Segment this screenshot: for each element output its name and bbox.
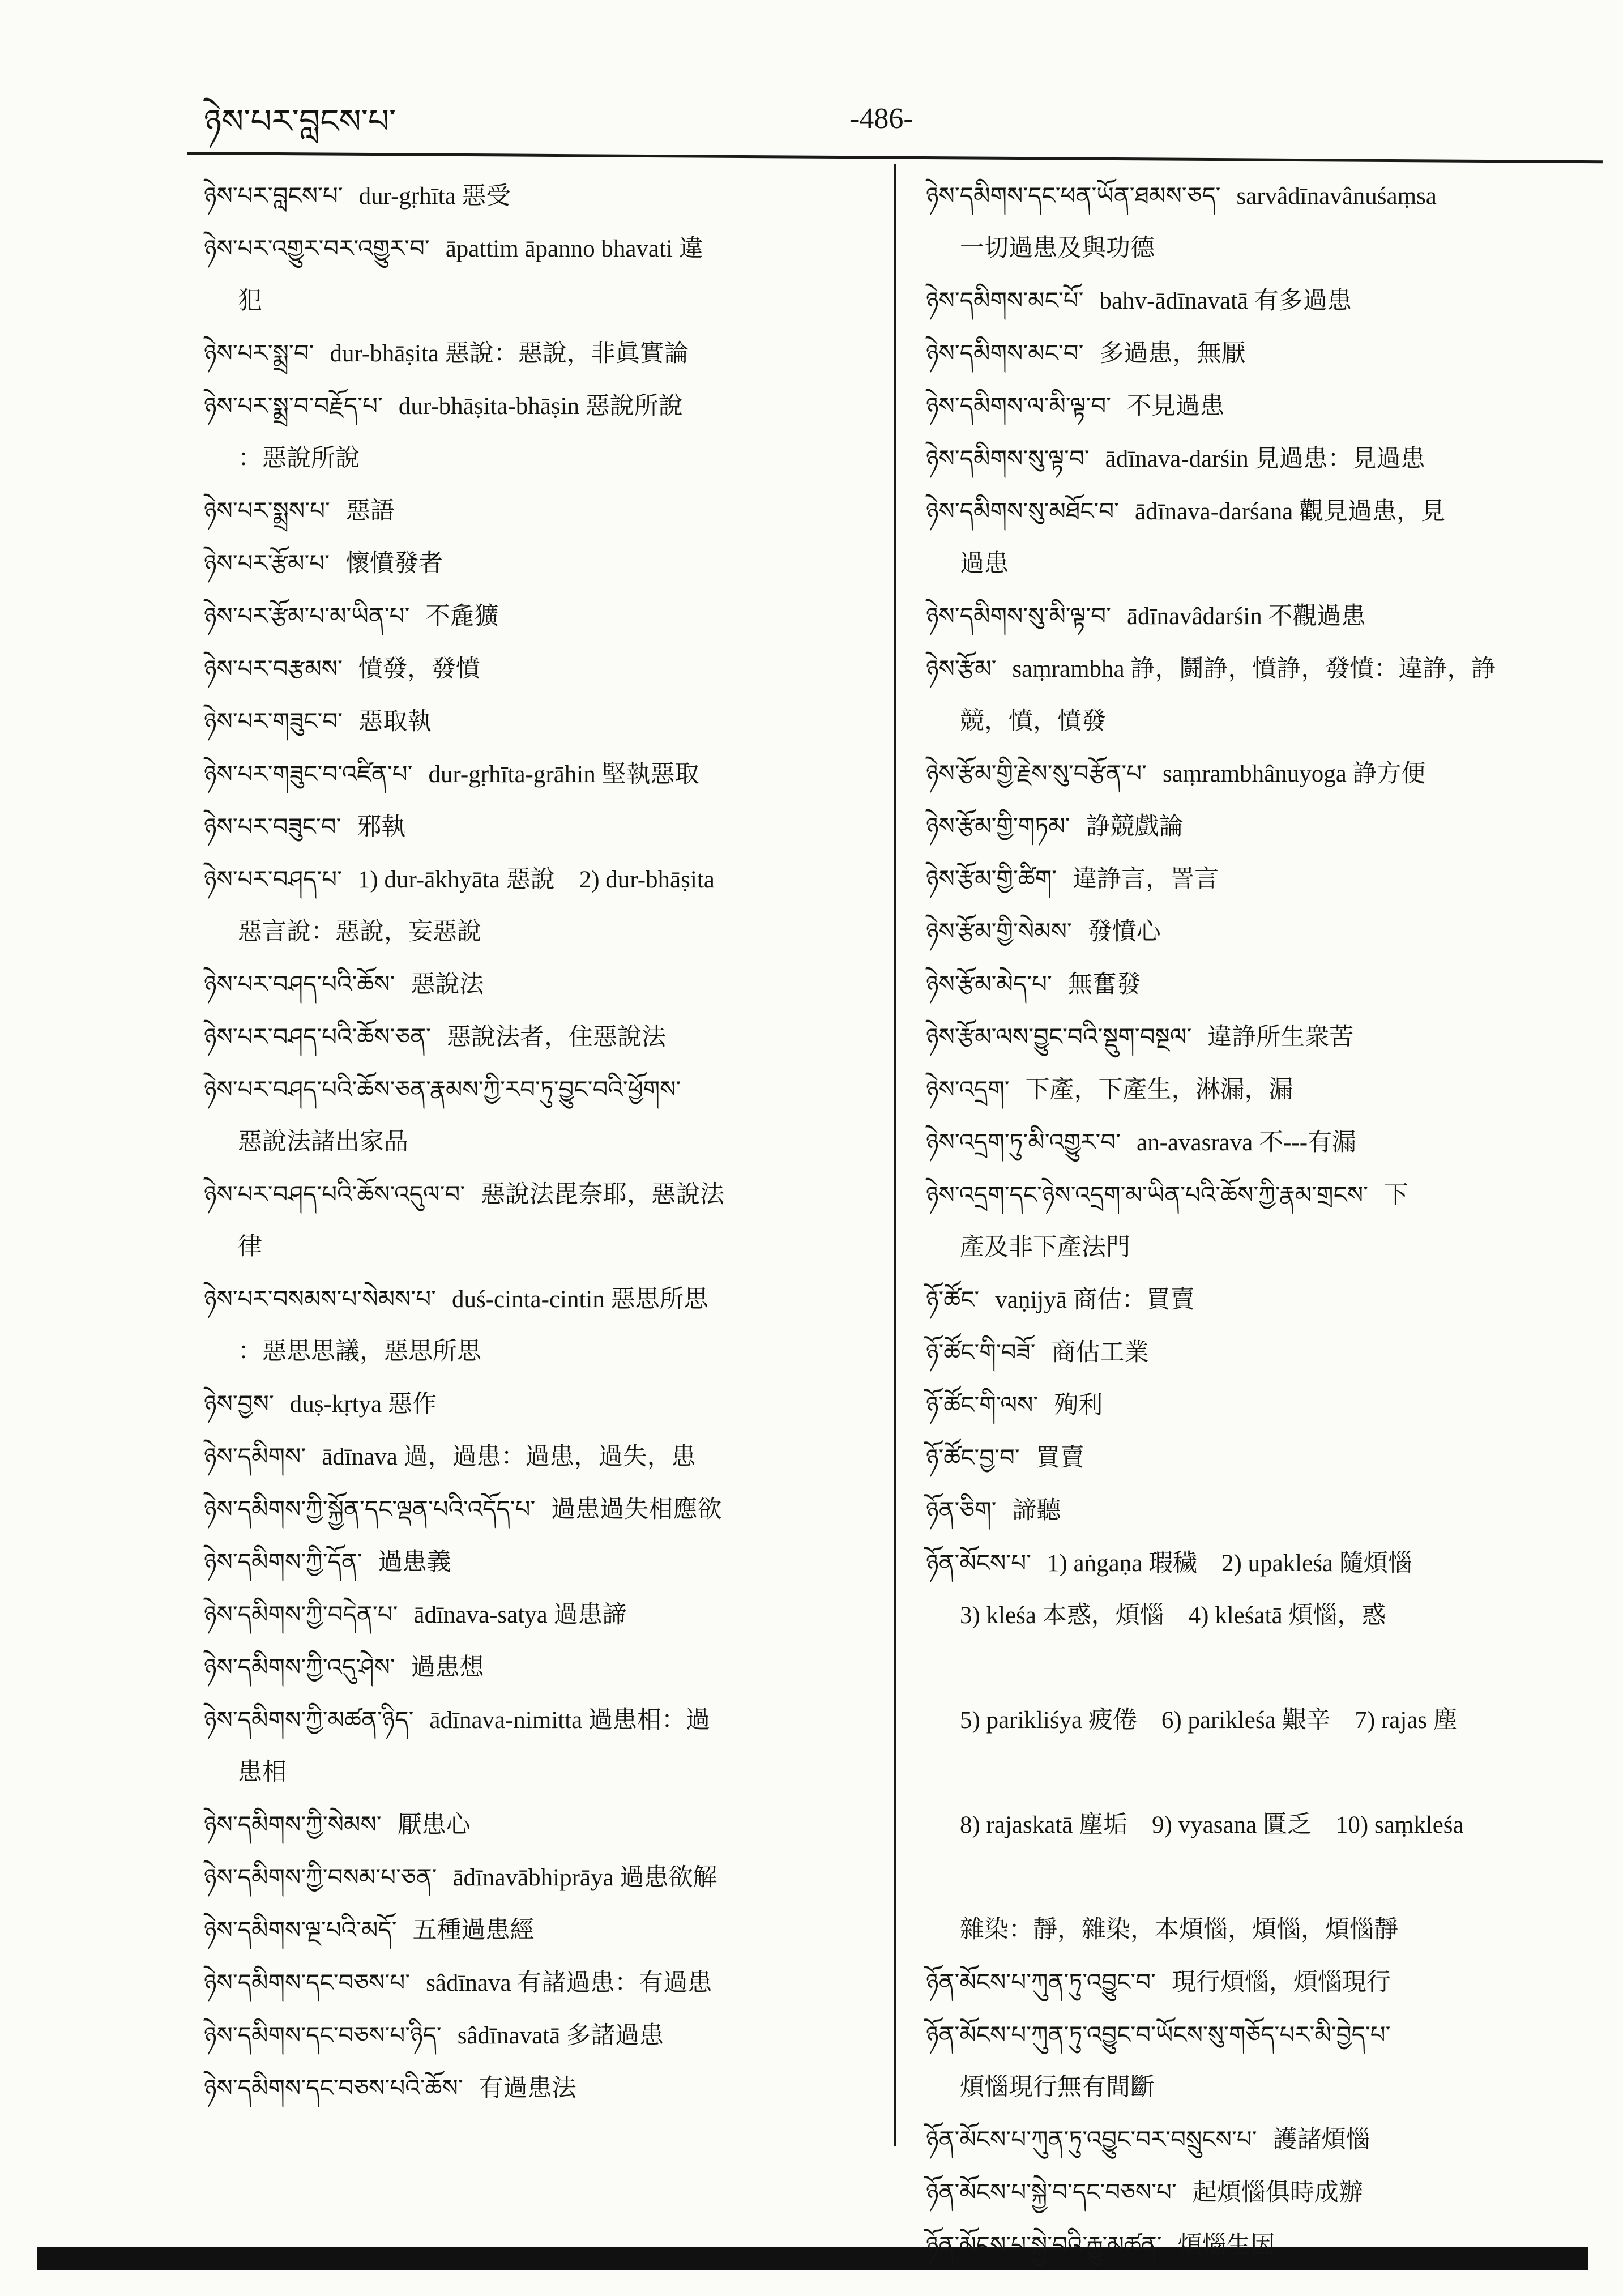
dictionary-entry	[926, 2114, 1597, 2166]
entry-term: ཉེས་པར་སྨྲ་བ་བརྗོད་པ་	[204, 392, 383, 420]
entry-term: ཉེས་དམིགས་སུ་ལྟ་བ་	[926, 445, 1090, 472]
dictionary-entry	[926, 2219, 1597, 2272]
dictionary-entry	[926, 380, 1597, 433]
entry-gloss: 違諍言，詈言	[1073, 866, 1219, 893]
entry-gloss-continued: 3) kleśa 本惑，煩惱 4) kleśatā 煩惱，惑	[960, 1602, 1386, 1629]
dictionary-entry	[926, 1432, 1597, 1484]
entry-gloss: ādīnava-nimitta 過患相：過	[429, 1707, 710, 1734]
entry-term: ཉེས་འདྲག་དང་ཉེས་འདྲག་མ་ཡིན་པའི་ཆོས་ཀྱི་རྣམ་གྲངས་	[926, 1181, 1368, 1209]
entry-gloss: ādīnava 過，過患：過患，過失，患	[322, 1444, 696, 1470]
entry-gloss: 過患想	[411, 1654, 484, 1681]
entry-gloss-continued: 5) parikliśya 疲倦 6) parikleśa 艱辛 7) rajas 塵	[960, 1707, 1458, 1734]
entry-term: ཉོན་མོངས་པ་སྐྱེ་བ་དང་བཅས་པ་	[926, 2178, 1177, 2206]
entry-gloss-continued: 犯	[238, 288, 262, 314]
dictionary-entry	[926, 1379, 1597, 1432]
entry-term: ཉེས་དམིགས་དང་བཅས་པའི་ཆོས་	[204, 2074, 463, 2102]
entry-gloss: 1) aṅgaṇa 瑕穢 2) upakleśa 隨煩惱	[1047, 1550, 1412, 1577]
dictionary-entry	[926, 2009, 1597, 2114]
dictionary-entry	[926, 748, 1597, 800]
dictionary-entry	[204, 1957, 883, 2009]
entry-gloss: ādīnavâdarśin 不觀過患	[1126, 603, 1366, 630]
entry-gloss-continued: 律	[238, 1234, 262, 1260]
entry-gloss-continued: ：惡思思議，惡思所思	[238, 1338, 481, 1365]
dictionary-entry	[926, 1116, 1597, 1169]
entry-term: ཉེས་འདྲག་	[926, 1076, 1010, 1103]
entry-term: ཉེས་དམིགས་ལ་མི་ལྟ་བ་	[926, 392, 1111, 420]
dictionary-entry	[926, 1169, 1597, 1274]
entry-gloss: 憤發，發憤	[358, 656, 480, 682]
dictionary-entry	[204, 1694, 883, 1799]
dictionary-entry	[926, 958, 1597, 1011]
entry-gloss: saṃrambhânuyoga 諍方便	[1162, 761, 1426, 787]
entry-gloss: 惡說法毘奈耶，惡說法	[481, 1181, 725, 1208]
entry-term: ཉོན་མོངས་པ་སྐྱེ་བའི་རྒྱུ་མཚན་	[926, 2231, 1162, 2259]
dictionary-entry	[926, 590, 1597, 643]
entry-gloss: 不麁獷	[425, 603, 499, 630]
entry-gloss: ādīnava-darśin 見過患：見過患	[1105, 446, 1425, 472]
entry-gloss-continued: 過患	[960, 550, 1009, 577]
entry-gloss: sâdīnavatā 多諸過患	[457, 2022, 664, 2049]
entry-term: ཉོ་ཚོང་གི་བཟོ་	[926, 1338, 1036, 1366]
right-column	[926, 170, 1597, 2272]
entry-gloss-continued: 患相	[238, 1759, 287, 1786]
column-divider	[894, 164, 896, 2146]
entry-term: ཉེས་འདྲག་ཏུ་མི་འགྱུར་བ་	[926, 1128, 1121, 1156]
entry-gloss: 現行煩惱，煩惱現行	[1171, 1969, 1391, 1996]
entry-term: ཉེས་རྩོམ་གྱི་རྗེས་སུ་བརྩོན་པ་	[926, 759, 1147, 787]
entry-gloss: duṣ-kṛtya 惡作	[289, 1391, 437, 1418]
dictionary-entry	[204, 1431, 883, 1483]
dictionary-entry	[926, 1537, 1597, 1642]
entry-term: ཉེས་དམིགས་མང་པོ་	[926, 287, 1084, 314]
entry-term: ཉོན་མོངས་པ་ཀུན་ཏུ་འབྱུང་བ་	[926, 1968, 1156, 1996]
dictionary-entry	[926, 2166, 1597, 2219]
entry-gloss: ādīnavābhiprāya 過患欲解	[452, 1864, 717, 1891]
entry-term: ཉེས་པར་རྩོམ་པ་	[204, 549, 330, 577]
entry-gloss: bahv-ādīnavatā 有多過患	[1099, 288, 1352, 314]
dictionary-entry	[926, 1747, 1597, 1851]
entry-term: ཉེས་རྩོམ་ལས་བྱུང་བའི་སྡུག་བསྔལ་	[926, 1023, 1192, 1051]
dictionary-entry	[926, 1011, 1597, 1064]
dictionary-entry	[204, 1799, 883, 1851]
top-rule	[187, 152, 1603, 163]
dictionary-entry	[926, 170, 1597, 275]
dictionary-entry	[204, 1168, 883, 1273]
entry-term: ཉེས་པར་གཟུང་བ་	[204, 707, 343, 735]
entry-gloss: 惡說法者，住惡說法	[446, 1024, 666, 1051]
entry-gloss-continued: 8) rajaskatā 塵垢 9) vyasana 匱乏 10) saṃkleśa	[960, 1812, 1464, 1838]
entry-gloss: dur-bhāṣita-bhāṣin 惡說所說	[398, 393, 683, 420]
dictionary-entry	[926, 853, 1597, 906]
entry-gloss: 懷憤發者	[345, 550, 443, 577]
dictionary-entry	[204, 1064, 883, 1168]
entry-term: ཉེས་དམིགས་དང་བཅས་པ་	[204, 1969, 411, 1996]
dictionary-entry	[926, 1326, 1597, 1379]
dictionary-entry	[204, 327, 883, 380]
entry-term: ཉེས་རྩོམ་	[926, 655, 997, 682]
entry-gloss: 起煩惱俱時成辦	[1192, 2179, 1363, 2206]
entry-term: ཉེས་དམིགས་སུ་མི་ལྟ་བ་	[926, 602, 1111, 630]
entry-term: ཉོན་མོངས་པ་ཀུན་ཏུ་འབྱུང་བར་བསྲུངས་པ་	[926, 2126, 1257, 2153]
entry-term: ཉེས་དམིགས་ལྔ་པའི་མདོ་	[204, 1916, 397, 1944]
entry-gloss: 1) dur-ākhyāta 惡說 2) dur-bhāṣita	[357, 867, 715, 893]
entry-term: ཉེས་བྱས་	[204, 1390, 274, 1418]
entry-term: ཉོན་ཅིག་	[926, 1496, 997, 1524]
entry-gloss: 違諍所生衆苦	[1207, 1024, 1354, 1051]
entry-term: ཉེས་པར་བཤད་པའི་ཆོས་ཅན་རྣམས་ཀྱི་རབ་ཏུ་བྱུང་བའི་ཕྱོགས་	[204, 1076, 681, 1103]
entry-term: ཉེས་དམིགས་ཀྱི་བདེན་པ་	[204, 1601, 398, 1628]
dictionary-entry	[204, 1851, 883, 1904]
entry-gloss-continued: 煩惱現行無有間斷	[960, 2074, 1155, 2101]
entry-gloss: dur-gṛhīta-grāhin 堅執惡取	[428, 761, 699, 788]
entry-term: ཉོན་མོངས་པ་	[926, 1549, 1031, 1577]
entry-term: ཉེས་དམིགས་ཀྱི་དོན་	[204, 1548, 362, 1576]
entry-gloss: 有過患法	[479, 2075, 576, 2102]
dictionary-entry	[204, 643, 883, 695]
entry-gloss: 過患義	[378, 1549, 451, 1576]
entry-gloss: 買賣	[1035, 1445, 1084, 1471]
entry-gloss: 厭患心	[397, 1812, 471, 1838]
dictionary-entry	[926, 1956, 1597, 2009]
entry-gloss-continued: 競，憤，憤發	[960, 708, 1106, 735]
entry-gloss: vaṇijyā 商估：買賣	[995, 1287, 1195, 1313]
entry-gloss: 商估工業	[1051, 1339, 1149, 1366]
entry-gloss: 發憤心	[1087, 919, 1161, 945]
dictionary-entry	[204, 1589, 883, 1641]
entry-gloss: 邪執	[357, 814, 406, 840]
left-column	[204, 170, 883, 2115]
entry-term: ཉེས་པར་སྨྲས་པ་	[204, 497, 330, 524]
entry-term: ཉེས་དམིགས་ཀྱི་སེམས་	[204, 1811, 382, 1838]
dictionary-entry	[926, 800, 1597, 853]
entry-gloss: ādīnava-satya 過患諦	[413, 1602, 627, 1628]
entry-gloss-continued: 產及非下產法門	[960, 1234, 1130, 1261]
entry-term: ཉེས་དམིགས་ཀྱི་འདུ་ཤེས་	[204, 1653, 395, 1681]
dictionary-entry	[204, 748, 883, 801]
entry-gloss: 下	[1383, 1182, 1408, 1209]
entry-gloss: 諦聽	[1012, 1497, 1061, 1524]
entry-gloss: 惡取執	[358, 709, 432, 735]
dictionary-entry	[204, 223, 883, 327]
entry-term: ཉོ་ཚོང་བྱ་བ་	[926, 1444, 1020, 1471]
entry-term: ཉེས་པར་བཤད་པའི་ཆོས་འདུལ་བ་	[204, 1180, 465, 1208]
entry-gloss: āpattim āpanno bhavati 違	[445, 236, 703, 262]
entry-gloss: dur-gṛhīta 惡受	[358, 183, 511, 210]
entry-term: ཉོ་ཚོང་གི་ལས་	[926, 1391, 1039, 1419]
dictionary-entry	[204, 1641, 883, 1694]
entry-gloss: 不見過患	[1126, 393, 1224, 420]
entry-gloss-continued: ：惡說所說	[238, 445, 360, 472]
entry-term: ཉེས་དམིགས་	[204, 1443, 306, 1470]
entry-gloss-continued: 雜染：靜，雜染，本煩惱，煩惱，煩惱靜	[960, 1917, 1398, 1943]
entry-term: ཉེས་པར་བཤད་པ་	[204, 865, 342, 893]
dictionary-entry	[204, 958, 883, 1011]
entry-gloss: 護諸煩惱	[1272, 2127, 1370, 2153]
entry-term: ཉེས་རྩོམ་གྱི་སེམས་	[926, 917, 1072, 945]
dictionary-entry	[204, 1536, 883, 1589]
entry-term: ཉེས་པར་བཟུང་བ་	[204, 813, 341, 840]
page-number: -486-	[849, 103, 913, 135]
dictionary-entry	[926, 906, 1597, 958]
entry-gloss-continued: 惡言說：惡說，妄惡說	[238, 919, 481, 945]
entry-gloss-continued: 惡說法諸出家品	[238, 1129, 408, 1155]
entry-gloss: dur-bhāṣita 惡說：惡說，非眞實論	[330, 340, 689, 367]
entry-term: ཉེས་པར་རྩོམ་པ་མ་ཡིན་པ་	[204, 602, 410, 630]
dictionary-entry	[926, 327, 1597, 380]
entry-gloss: 諍競戲論	[1086, 813, 1184, 840]
entry-gloss: 殉利	[1054, 1392, 1103, 1419]
entry-gloss-continued: 一切過患及與功德	[960, 235, 1155, 262]
entry-term: ཉེས་དམིགས་ཀྱི་བསམ་པ་ཅན་	[204, 1863, 437, 1891]
dictionary-entry	[926, 1642, 1597, 1747]
entry-term: ཉོ་ཚོང་	[926, 1286, 980, 1313]
entry-term: ཉེས་དམིགས་མང་བ་	[926, 339, 1084, 367]
dictionary-entry	[204, 590, 883, 643]
dictionary-entry	[204, 2009, 883, 2062]
dictionary-entry	[926, 433, 1597, 485]
dictionary-entry	[204, 1904, 883, 1957]
running-head: ཉེས་པར་བླངས་པ་	[204, 102, 396, 140]
entry-term: ཉེས་དམིགས་སུ་མཐོང་བ་	[926, 497, 1119, 525]
dictionary-entry	[204, 2062, 883, 2115]
entry-term: ཉེས་པར་བརྩམས་	[204, 655, 343, 682]
entry-gloss: 過患過失相應欲	[551, 1496, 722, 1523]
dictionary-entry	[204, 1011, 883, 1064]
dictionary-entry	[204, 1378, 883, 1431]
entry-gloss: an-avasrava 不---有漏	[1137, 1129, 1357, 1156]
dictionary-entry	[926, 1274, 1597, 1326]
entry-term: ཉེས་དམིགས་དང་བཅས་པ་ཉིད་	[204, 2021, 442, 2049]
dictionary-entry	[204, 801, 883, 853]
dictionary-entry	[204, 537, 883, 590]
dictionary-entry	[926, 485, 1597, 590]
dictionary-entry	[204, 853, 883, 958]
dictionary-entry	[204, 485, 883, 537]
entry-term: ཉེས་པར་བཤད་པའི་ཆོས་	[204, 970, 395, 998]
entry-term: ཉེས་པར་བསམས་པ་སེམས་པ་	[204, 1285, 436, 1313]
entry-gloss: 惡語	[345, 498, 395, 524]
dictionary-entry	[926, 643, 1597, 748]
entry-gloss: duś-cinta-cintin 惡思所思	[451, 1286, 708, 1313]
dictionary-entry	[204, 380, 883, 485]
entry-term: ཉེས་པར་བླངས་པ་	[204, 182, 343, 210]
dictionary-entry	[926, 275, 1597, 327]
entry-term: ཉེས་དམིགས་ཀྱི་མཚན་ཉིད་	[204, 1706, 414, 1734]
entry-gloss: sarvâdīnavânuśaṃsa	[1236, 183, 1437, 210]
entry-gloss: sâdīnava 有諸過患：有過患	[426, 1970, 712, 1996]
entry-gloss: 煩惱生因	[1177, 2232, 1275, 2259]
entry-gloss: saṃrambha 諍，鬪諍，憤諍，發憤：違諍，諍	[1012, 656, 1496, 682]
dictionary-entry	[926, 1851, 1597, 1956]
dictionary-entry	[204, 1483, 883, 1536]
entry-term: ཉེས་དམིགས་ཀྱི་སྐྱོན་དང་ལྡན་པའི་འདོད་པ་	[204, 1495, 536, 1523]
dictionary-entry	[926, 1484, 1597, 1537]
entry-term: ཉོན་མོངས་པ་ཀུན་ཏུ་འབྱུང་བ་ཡོངས་སུ་གཅོད་པར་མི་བྱེད་པ་	[926, 2021, 1391, 2049]
dictionary-entry	[204, 1273, 883, 1378]
entry-gloss: ādīnava-darśana 觀見過患，見	[1135, 498, 1446, 525]
entry-term: ཉེས་པར་བཤད་པའི་ཆོས་ཅན་	[204, 1023, 431, 1051]
dictionary-entry	[204, 170, 883, 223]
entry-term: ཉེས་རྩོམ་གྱི་གཏམ་	[926, 812, 1070, 840]
dictionary-entry	[926, 1064, 1597, 1116]
entry-term: ཉེས་པར་སྨྲ་བ་	[204, 339, 314, 367]
entry-gloss: 多過患，無厭	[1099, 340, 1246, 367]
dictionary-entry	[204, 695, 883, 748]
entry-gloss: 無奮發	[1067, 971, 1141, 998]
entry-term: ཉེས་རྩོམ་གྱི་ཚིག་	[926, 865, 1057, 893]
entry-gloss: 下產，下產生，淋漏，漏	[1025, 1077, 1293, 1103]
entry-gloss: 五種過患經	[412, 1917, 535, 1944]
entry-term: ཉེས་པར་གཟུང་བ་འཛིན་པ་	[204, 760, 413, 788]
entry-gloss: 惡說法	[411, 971, 484, 998]
entry-term: ཉེས་རྩོམ་མེད་པ་	[926, 970, 1052, 998]
entry-term: ཉེས་དམིགས་དང་ཕན་ཡོན་ཐམས་ཅད་	[926, 182, 1221, 210]
entry-term: ཉེས་པར་འགྱུར་བར་འགྱུར་བ་	[204, 234, 430, 262]
